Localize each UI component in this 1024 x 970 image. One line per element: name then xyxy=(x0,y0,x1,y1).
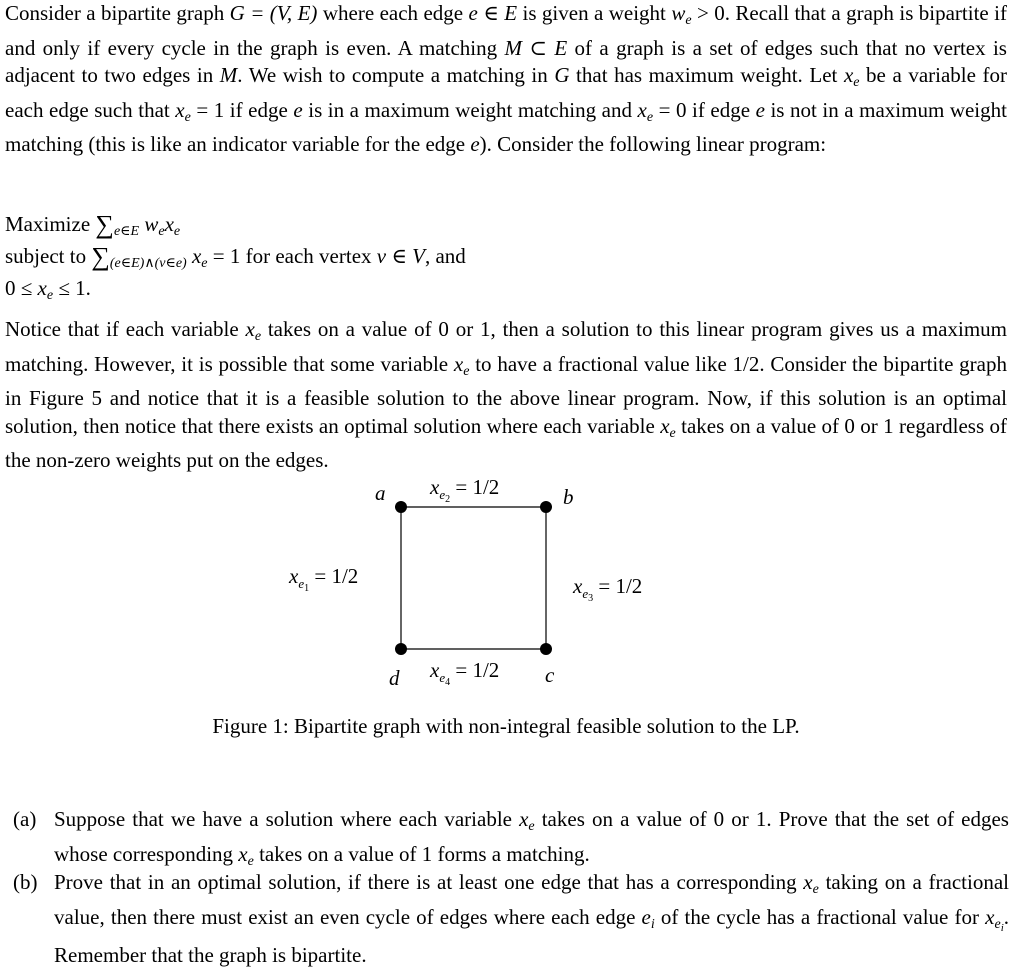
math: x xyxy=(37,276,47,300)
vertex-label-d: d xyxy=(389,666,400,690)
text: takes on a value of 1 forms a matching. xyxy=(253,841,590,866)
vertex-label-c: c xyxy=(545,663,555,687)
text: for each vertex xyxy=(240,244,377,268)
text: ). Consider the following linear program: xyxy=(479,132,827,156)
question-a-marker: (a) xyxy=(13,807,37,831)
math: x xyxy=(985,904,995,929)
math: e xyxy=(641,904,651,929)
text: takes on a value of 0 or 1 regardless of the non-zero weights put on the edges. xyxy=(5,413,1007,472)
math-sub: e xyxy=(173,224,181,239)
math: ≤ 1. xyxy=(53,276,91,300)
math: x xyxy=(164,212,174,236)
math: w xyxy=(671,1,686,25)
math: = 1 xyxy=(190,97,225,122)
math: 0 ≤ xyxy=(5,276,38,300)
math: x xyxy=(191,244,202,268)
text: , and xyxy=(424,244,466,268)
text: that has maximum weight. Let xyxy=(569,63,844,87)
math: = 0 xyxy=(653,97,687,122)
math: > 0 xyxy=(691,1,725,25)
question-b-marker: (b) xyxy=(13,870,38,894)
vertex-d xyxy=(395,643,407,655)
vertex-label-b: b xyxy=(563,485,574,509)
text: be a variable for each edge such that xyxy=(5,63,1008,122)
math-sub: e xyxy=(463,363,470,379)
text: taking on a fractional value, then there must exist an even cycle of edges where each edge xyxy=(54,870,1009,929)
bipartite-graph-figure xyxy=(5,472,1007,702)
text: takes on a value of 0 or 1, then a solution to this linear program gives us a maximum matching. However, it is possible that some variable xyxy=(5,317,1008,376)
math: e xyxy=(470,132,480,156)
question-a xyxy=(13,806,1009,875)
text: is not in a maximum weight matching (this is like an indicator variable for the edge xyxy=(5,97,1007,156)
math-sub: e xyxy=(669,425,676,441)
math-sub: e xyxy=(853,75,860,90)
edge-label-e4: $x_e4 = 1/2$ xyxy=(430,658,500,688)
math: e xyxy=(293,97,303,122)
text: Consider a bipartite graph xyxy=(5,1,230,25)
math: x xyxy=(803,870,813,894)
math: x xyxy=(637,97,647,122)
math-sub: e xyxy=(158,224,165,239)
question-b-text xyxy=(13,869,1009,970)
text: of the cycle has a fractional value for xyxy=(654,904,986,929)
vertex-b xyxy=(540,501,552,513)
text: Prove that in an optimal solution, if there is at least one edge that has a corresponding xyxy=(54,870,804,894)
math: = 1 xyxy=(207,244,241,268)
text: is given a weight xyxy=(517,1,672,25)
question-b xyxy=(13,869,1009,970)
sum-symbol: ∑ xyxy=(95,210,114,239)
math-sub: e xyxy=(685,13,692,28)
text: is in a maximum weight matching and xyxy=(302,97,638,122)
intro-paragraph xyxy=(5,0,1007,159)
math-sub: e xyxy=(994,916,1001,932)
vertex-label-a: a xyxy=(375,481,386,505)
lp-objective xyxy=(5,212,466,244)
math-sub: e xyxy=(528,819,535,834)
math: x xyxy=(453,351,464,376)
math: v ∈ V xyxy=(376,244,425,268)
math: M ⊂ E xyxy=(504,35,568,60)
math-sub: i xyxy=(650,916,655,932)
sum-symbol: ∑ xyxy=(91,242,110,271)
text: Notice that if each variable xyxy=(5,317,246,341)
text: if edge xyxy=(686,97,756,122)
text: subject to xyxy=(5,244,92,268)
text: of a graph is a set of edges such that no vertex is adjacent to two edges in xyxy=(5,35,1007,87)
math: M xyxy=(219,63,238,87)
math: x xyxy=(238,841,248,866)
math-subsub: i xyxy=(1000,921,1004,934)
text: Maximize xyxy=(5,212,96,236)
vertex-c xyxy=(540,643,552,655)
text: . Recall that a graph is bipartite if and only if every cycle in the graph is even. A matching xyxy=(5,1,1008,60)
math: x xyxy=(660,413,670,438)
question-a-text xyxy=(13,806,1009,875)
edge-label-e1: $x_e1 = 1/2$ xyxy=(289,564,359,594)
math: e ∈ E xyxy=(468,1,518,25)
math: x xyxy=(245,317,255,341)
math-sub: (e∈E)∧(v∈e) xyxy=(109,256,187,271)
math-sub: e xyxy=(254,329,262,344)
math-sub: e xyxy=(812,882,819,897)
math: G xyxy=(554,63,570,87)
math-sub: e xyxy=(201,256,208,271)
text: takes on a value of 0 or 1. Prove that the set of edges whose corresponding xyxy=(54,807,1009,866)
vertex-a xyxy=(395,501,407,513)
math: G = (V, E) xyxy=(229,1,318,25)
math: w xyxy=(144,212,159,236)
math: x xyxy=(175,97,185,122)
text: . Remember that the graph is bipartite. xyxy=(54,904,1009,967)
text: Suppose that we have a solution where each variable xyxy=(54,807,520,831)
lp-constraint xyxy=(5,244,466,276)
math-sub: e xyxy=(247,853,254,869)
figure-caption: Figure 1: Bipartite graph with non-integral feasible solution to the LP. xyxy=(212,714,800,738)
math-sub: e∈E xyxy=(113,224,140,239)
math: x xyxy=(519,807,529,831)
text: where each edge xyxy=(317,1,469,25)
text: . We wish to compute a matching in xyxy=(237,63,555,87)
notice-paragraph xyxy=(5,316,1007,475)
edge-label-e3: $x_e3 = 1/2$ xyxy=(573,574,643,604)
lp-bounds xyxy=(5,276,466,308)
edge-label-e2: $x_e2 = 1/2$ xyxy=(430,475,500,505)
math-sub: e xyxy=(646,109,654,125)
linear-program xyxy=(5,212,466,308)
text: to have a fractional value like 1/2. Consider the bipartite graph in Figure 5 and notice that it is a feasible solution to the above linear program. Now, if this solution is an optimal solution, then notice that there exists an optimal solution where each variable xyxy=(5,351,1007,438)
text: if edge xyxy=(224,97,294,122)
math: x xyxy=(843,63,854,87)
math-sub: e xyxy=(46,288,54,303)
math: e xyxy=(755,97,765,122)
math-sub: e xyxy=(184,109,191,125)
